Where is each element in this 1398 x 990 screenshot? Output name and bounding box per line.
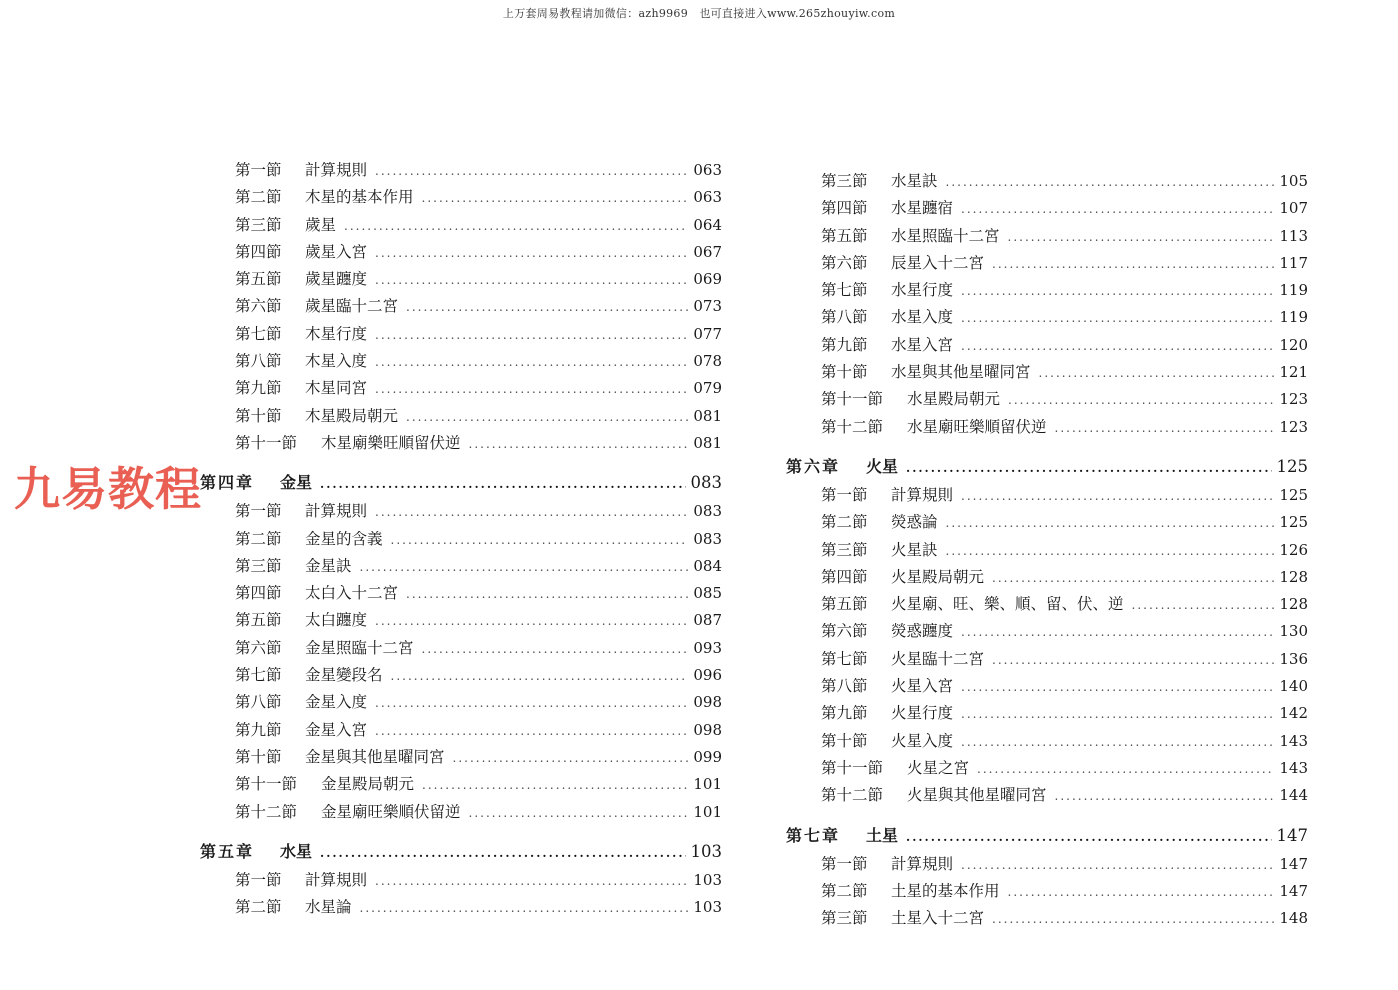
page-number: 081 bbox=[693, 433, 722, 452]
dot-leader bbox=[961, 735, 1274, 749]
dot-leader bbox=[961, 284, 1274, 298]
section-number: 第一節 bbox=[821, 485, 868, 504]
section-title: 金星與其他星曜同宮 bbox=[305, 747, 445, 766]
section-title: 土星入十二宮 bbox=[891, 909, 985, 928]
toc-section-row bbox=[200, 240, 722, 267]
toc-section-row bbox=[786, 251, 1308, 278]
page-number: 140 bbox=[1279, 677, 1308, 696]
dot-leader bbox=[422, 778, 688, 792]
page-number: 064 bbox=[693, 215, 722, 234]
dot-leader bbox=[906, 830, 1272, 844]
section-title: 火星訣 bbox=[891, 540, 938, 559]
dot-leader bbox=[961, 707, 1274, 721]
page-number: 119 bbox=[1279, 308, 1308, 327]
toc-section-row bbox=[786, 510, 1308, 537]
dot-leader bbox=[375, 273, 688, 287]
section-number: 第三節 bbox=[821, 909, 868, 928]
page-number: 107 bbox=[1279, 199, 1308, 218]
page-number: 084 bbox=[693, 556, 722, 575]
toc-section-row bbox=[200, 158, 722, 185]
toc-section-row bbox=[786, 538, 1308, 565]
toc-section-row bbox=[200, 349, 722, 376]
toc-section-row bbox=[786, 879, 1308, 906]
toc-section-row bbox=[786, 387, 1308, 414]
section-number: 第七節 bbox=[235, 666, 282, 685]
section-title: 水星殿局朝元 bbox=[907, 390, 1001, 409]
section-title: 水星入宮 bbox=[891, 335, 954, 354]
dot-leader bbox=[961, 858, 1274, 872]
section-number: 第十二節 bbox=[821, 786, 884, 805]
section-number: 第三節 bbox=[235, 556, 282, 575]
section-title: 計算規則 bbox=[891, 485, 954, 504]
section-number: 第五節 bbox=[821, 226, 868, 245]
section-title: 火星臨十二宮 bbox=[891, 649, 985, 668]
section-title: 水星躔宿 bbox=[891, 199, 954, 218]
page-number: 123 bbox=[1279, 390, 1308, 409]
toc-section-row bbox=[200, 895, 722, 922]
section-title: 金星入度 bbox=[305, 693, 368, 712]
dot-leader bbox=[375, 382, 688, 396]
toc-section-row bbox=[786, 483, 1308, 510]
page-number: 083 bbox=[693, 529, 722, 548]
dot-leader bbox=[1008, 393, 1274, 407]
dot-leader bbox=[1055, 789, 1274, 803]
page-number: 069 bbox=[693, 270, 722, 289]
section-number: 第八節 bbox=[821, 308, 868, 327]
dot-leader bbox=[375, 164, 688, 178]
section-number: 第二節 bbox=[235, 529, 282, 548]
toc-section-row bbox=[786, 305, 1308, 332]
dot-leader bbox=[360, 560, 688, 574]
toc-section-row bbox=[200, 663, 722, 690]
section-number: 第六節 bbox=[821, 253, 868, 272]
section-number: 第六節 bbox=[821, 622, 868, 641]
page-number: 147 bbox=[1279, 854, 1308, 873]
section-title: 水星入度 bbox=[891, 308, 954, 327]
dot-leader bbox=[992, 653, 1274, 667]
page-number: 096 bbox=[693, 666, 722, 685]
toc-section-row bbox=[200, 690, 722, 717]
section-number: 第一節 bbox=[235, 161, 282, 179]
chapter-number: 第五章 bbox=[200, 841, 255, 861]
section-title: 木星廟樂旺順留伏逆 bbox=[321, 433, 461, 452]
page-number: 128 bbox=[1279, 567, 1308, 586]
section-number: 第一節 bbox=[235, 870, 282, 889]
chapter-number: 第六章 bbox=[786, 456, 841, 476]
section-number: 第十一節 bbox=[235, 775, 298, 794]
section-number: 第四節 bbox=[821, 199, 868, 218]
page-number: 126 bbox=[1279, 540, 1308, 559]
section-number: 第十二節 bbox=[821, 417, 884, 436]
section-title: 歲星臨十二宮 bbox=[305, 297, 399, 316]
section-number: 第六節 bbox=[235, 297, 282, 316]
watermark-logo: 九易教程 bbox=[14, 462, 202, 516]
section-number: 第十二節 bbox=[235, 802, 298, 821]
section-number: 第十一節 bbox=[821, 390, 884, 409]
toc-chapter-row bbox=[200, 470, 722, 499]
toc-section-row bbox=[200, 554, 722, 581]
section-title: 水星與其他星曜同宮 bbox=[891, 363, 1031, 382]
dot-leader bbox=[1055, 421, 1274, 435]
page-number: 098 bbox=[693, 693, 722, 712]
section-number: 第五節 bbox=[235, 611, 282, 630]
section-number: 第六節 bbox=[235, 638, 282, 657]
page-number: 101 bbox=[693, 802, 722, 821]
page-number: 081 bbox=[693, 406, 722, 425]
section-number: 第五節 bbox=[235, 270, 282, 289]
chapter-number: 第四章 bbox=[200, 473, 255, 493]
section-title: 木星的基本作用 bbox=[305, 188, 414, 207]
section-number: 第九節 bbox=[821, 335, 868, 354]
toc-section-row bbox=[200, 581, 722, 608]
page-number: 087 bbox=[693, 611, 722, 630]
toc-section-row bbox=[786, 701, 1308, 728]
section-number: 第二節 bbox=[821, 881, 868, 900]
page-number: 119 bbox=[1279, 281, 1308, 300]
dot-leader bbox=[946, 544, 1274, 558]
page-number: 063 bbox=[693, 188, 722, 207]
page-number: 103 bbox=[693, 898, 722, 917]
toc-left-column bbox=[200, 158, 722, 922]
dot-leader bbox=[961, 625, 1274, 639]
toc-section-row bbox=[200, 868, 722, 895]
dot-leader bbox=[1132, 598, 1274, 612]
section-title: 太白躔度 bbox=[305, 611, 368, 630]
section-number: 第三節 bbox=[821, 540, 868, 559]
chapter-number: 第七章 bbox=[786, 825, 841, 845]
dot-leader bbox=[375, 696, 688, 710]
section-title: 火星廟、旺、樂、順、留、伏、逆 bbox=[891, 595, 1124, 614]
page-header-notice: 上万套周易教程请加微信：azh9969 也可直接进入www.265zhouyiw.com bbox=[502, 7, 896, 20]
page-number: 099 bbox=[693, 747, 722, 766]
page-number: 093 bbox=[693, 638, 722, 657]
toc-right-column bbox=[786, 169, 1308, 933]
section-number: 第三節 bbox=[235, 215, 282, 234]
dot-leader bbox=[406, 587, 688, 601]
dot-leader bbox=[422, 191, 688, 205]
page-number: 083 bbox=[693, 502, 722, 521]
dot-leader bbox=[1008, 230, 1274, 244]
toc-section-row bbox=[786, 756, 1308, 783]
section-title: 金星廟旺樂順伏留逆 bbox=[321, 802, 461, 821]
section-number: 第十節 bbox=[235, 406, 282, 425]
toc-section-row bbox=[200, 294, 722, 321]
toc-section-row bbox=[200, 376, 722, 403]
section-title: 水星行度 bbox=[891, 281, 954, 300]
section-number: 第三節 bbox=[821, 172, 868, 190]
dot-leader bbox=[946, 516, 1274, 530]
page-number: 136 bbox=[1279, 649, 1308, 668]
section-title: 歲星躔度 bbox=[305, 270, 368, 289]
page-number: 142 bbox=[1279, 704, 1308, 723]
section-title: 金星變段名 bbox=[305, 666, 383, 685]
dot-leader bbox=[961, 680, 1274, 694]
section-number: 第十節 bbox=[821, 731, 868, 750]
toc-section-row bbox=[200, 636, 722, 663]
page-number: 121 bbox=[1279, 363, 1308, 382]
dot-leader bbox=[961, 489, 1274, 503]
section-title: 辰星入十二宮 bbox=[891, 253, 985, 272]
page-number: 103 bbox=[690, 841, 722, 861]
section-title: 木星行度 bbox=[305, 324, 368, 343]
toc-section-row bbox=[786, 647, 1308, 674]
toc-section-row bbox=[200, 772, 722, 799]
section-title: 火星與其他星曜同宮 bbox=[907, 786, 1047, 805]
section-title: 熒惑論 bbox=[891, 513, 938, 532]
dot-leader bbox=[375, 328, 688, 342]
toc-section-row bbox=[786, 592, 1308, 619]
section-number: 第一節 bbox=[821, 854, 868, 873]
dot-leader bbox=[946, 175, 1274, 189]
section-title: 計算規則 bbox=[305, 870, 368, 889]
section-title: 火星行度 bbox=[891, 704, 954, 723]
page-number: 147 bbox=[1279, 881, 1308, 900]
section-number: 第九節 bbox=[235, 379, 282, 398]
section-number: 第九節 bbox=[235, 720, 282, 739]
toc-section-row bbox=[200, 718, 722, 745]
section-title: 計算規則 bbox=[891, 854, 954, 873]
section-number: 第九節 bbox=[821, 704, 868, 723]
dot-leader bbox=[453, 751, 688, 765]
toc-section-row bbox=[786, 224, 1308, 251]
dot-leader bbox=[1008, 885, 1274, 899]
dot-leader bbox=[375, 355, 688, 369]
dot-leader bbox=[320, 846, 686, 860]
dot-leader bbox=[1039, 366, 1274, 380]
section-title: 水星照臨十二宮 bbox=[891, 226, 1000, 245]
toc-section-row bbox=[200, 800, 722, 827]
toc-section-row bbox=[786, 278, 1308, 305]
toc-section-row bbox=[786, 196, 1308, 223]
page-number: 125 bbox=[1276, 456, 1308, 476]
dot-leader bbox=[375, 246, 688, 260]
page-number: 144 bbox=[1279, 786, 1308, 805]
section-title: 歲星 bbox=[305, 215, 337, 234]
dot-leader bbox=[992, 257, 1274, 271]
toc-section-row bbox=[786, 415, 1308, 442]
toc-section-row bbox=[200, 745, 722, 772]
page-number: 063 bbox=[693, 161, 722, 179]
page-number: 101 bbox=[693, 775, 722, 794]
page-number: 130 bbox=[1279, 622, 1308, 641]
toc-section-row bbox=[200, 404, 722, 431]
section-title: 太白入十二宮 bbox=[305, 584, 399, 603]
dot-leader bbox=[992, 912, 1274, 926]
toc-section-row bbox=[200, 322, 722, 349]
section-number: 第八節 bbox=[235, 693, 282, 712]
dot-leader bbox=[391, 533, 688, 547]
toc-section-row bbox=[200, 499, 722, 526]
section-number: 第十節 bbox=[235, 747, 282, 766]
chapter-title: 土星 bbox=[866, 825, 899, 845]
chapter-title: 火星 bbox=[866, 456, 899, 476]
section-number: 第四節 bbox=[235, 242, 282, 261]
dot-leader bbox=[375, 505, 688, 519]
section-title: 水星論 bbox=[305, 898, 352, 917]
toc-chapter-row bbox=[200, 839, 722, 868]
section-title: 金星訣 bbox=[305, 556, 352, 575]
section-title: 木星同宮 bbox=[305, 379, 368, 398]
dot-leader bbox=[360, 901, 688, 915]
page-number: 125 bbox=[1279, 513, 1308, 532]
toc-section-row bbox=[200, 527, 722, 554]
page-number: 128 bbox=[1279, 595, 1308, 614]
dot-leader bbox=[344, 219, 688, 233]
toc-section-row bbox=[786, 783, 1308, 810]
section-number: 第七節 bbox=[235, 324, 282, 343]
section-number: 第八節 bbox=[235, 352, 282, 371]
section-title: 計算規則 bbox=[305, 502, 368, 521]
section-title: 火星之宮 bbox=[907, 758, 970, 777]
dot-leader bbox=[977, 762, 1274, 776]
toc-chapter-row bbox=[786, 823, 1308, 852]
section-title: 金星入宮 bbox=[305, 720, 368, 739]
dot-leader bbox=[469, 437, 688, 451]
section-number: 第十節 bbox=[821, 363, 868, 382]
dot-leader bbox=[469, 806, 688, 820]
toc-section-row bbox=[786, 565, 1308, 592]
section-number: 第二節 bbox=[235, 898, 282, 917]
section-number: 第十一節 bbox=[235, 433, 298, 452]
toc-section-row bbox=[786, 852, 1308, 879]
dot-leader bbox=[422, 642, 688, 656]
section-title: 歲星入宮 bbox=[305, 242, 368, 261]
dot-leader bbox=[320, 477, 686, 491]
toc-section-row bbox=[786, 729, 1308, 756]
toc-section-row bbox=[786, 360, 1308, 387]
section-number: 第八節 bbox=[821, 677, 868, 696]
page-number: 117 bbox=[1279, 253, 1308, 272]
section-number: 第四節 bbox=[821, 567, 868, 586]
page-number: 147 bbox=[1276, 825, 1308, 845]
toc-section-row bbox=[200, 267, 722, 294]
section-title: 計算規則 bbox=[305, 161, 368, 179]
toc-section-row bbox=[786, 333, 1308, 360]
page-number: 067 bbox=[693, 242, 722, 261]
page-number: 073 bbox=[693, 297, 722, 316]
dot-leader bbox=[961, 202, 1274, 216]
page-number: 105 bbox=[1279, 172, 1308, 190]
chapter-title: 金星 bbox=[280, 473, 313, 493]
section-title: 土星的基本作用 bbox=[891, 881, 1000, 900]
section-number: 第五節 bbox=[821, 595, 868, 614]
section-number: 第四節 bbox=[235, 584, 282, 603]
section-title: 金星殿局朝元 bbox=[321, 775, 415, 794]
section-number: 第一節 bbox=[235, 502, 282, 521]
section-title: 金星的含義 bbox=[305, 529, 383, 548]
page-number: 123 bbox=[1279, 417, 1308, 436]
page-number: 143 bbox=[1279, 758, 1308, 777]
page-number: 078 bbox=[693, 352, 722, 371]
dot-leader bbox=[375, 724, 688, 738]
page-number: 079 bbox=[693, 379, 722, 398]
page-number: 143 bbox=[1279, 731, 1308, 750]
section-title: 火星入度 bbox=[891, 731, 954, 750]
page-number: 098 bbox=[693, 720, 722, 739]
toc-section-row bbox=[200, 213, 722, 240]
page-number: 103 bbox=[693, 870, 722, 889]
section-title: 熒惑躔度 bbox=[891, 622, 954, 641]
toc-section-row bbox=[200, 185, 722, 212]
toc-section-row bbox=[786, 674, 1308, 701]
page-number: 120 bbox=[1279, 335, 1308, 354]
section-title: 火星殿局朝元 bbox=[891, 567, 985, 586]
section-number: 第二節 bbox=[821, 513, 868, 532]
dot-leader bbox=[375, 874, 688, 888]
dot-leader bbox=[992, 571, 1274, 585]
section-title: 木星入度 bbox=[305, 352, 368, 371]
dot-leader bbox=[391, 669, 688, 683]
section-number: 第七節 bbox=[821, 649, 868, 668]
chapter-title: 水星 bbox=[280, 841, 313, 861]
toc-section-row bbox=[200, 431, 722, 458]
page-number: 113 bbox=[1279, 226, 1308, 245]
section-title: 水星廟旺樂順留伏逆 bbox=[907, 417, 1047, 436]
page-number: 085 bbox=[693, 584, 722, 603]
section-title: 木星殿局朝元 bbox=[305, 406, 399, 425]
dot-leader bbox=[406, 300, 688, 314]
section-number: 第七節 bbox=[821, 281, 868, 300]
dot-leader bbox=[375, 614, 688, 628]
section-title: 水星訣 bbox=[891, 172, 938, 190]
page-number: 077 bbox=[693, 324, 722, 343]
toc-section-row bbox=[786, 906, 1308, 933]
section-number: 第二節 bbox=[235, 188, 282, 207]
page-number: 083 bbox=[690, 473, 722, 493]
dot-leader bbox=[906, 461, 1272, 475]
section-title: 火星入宮 bbox=[891, 677, 954, 696]
toc-section-row bbox=[786, 619, 1308, 646]
section-title: 金星照臨十二宮 bbox=[305, 638, 414, 657]
dot-leader bbox=[961, 311, 1274, 325]
page-number: 148 bbox=[1279, 909, 1308, 928]
dot-leader bbox=[406, 410, 688, 424]
toc-section-row bbox=[200, 608, 722, 635]
dot-leader bbox=[961, 339, 1274, 353]
toc-section-row bbox=[786, 169, 1308, 196]
page-number: 125 bbox=[1279, 485, 1308, 504]
toc-chapter-row bbox=[786, 454, 1308, 483]
section-number: 第十一節 bbox=[821, 758, 884, 777]
